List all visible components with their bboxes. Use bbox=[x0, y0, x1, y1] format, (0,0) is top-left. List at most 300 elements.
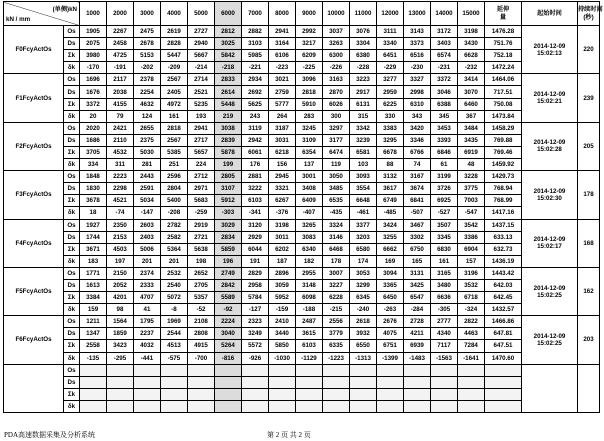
value-cell: 3342 bbox=[350, 122, 377, 134]
value-cell: 2782 bbox=[161, 219, 188, 231]
value-cell: 2919 bbox=[188, 219, 215, 231]
value-cell: 5842 bbox=[215, 50, 242, 62]
row-label-cell: δk bbox=[64, 110, 80, 122]
table-row bbox=[4, 26, 600, 38]
value-cell: 5859 bbox=[215, 243, 242, 255]
value-cell bbox=[296, 388, 323, 400]
row-label-cell: δk bbox=[64, 207, 80, 219]
hold-time-cell: 220 bbox=[578, 26, 600, 74]
value-cell: 3346 bbox=[404, 134, 431, 146]
value-cell: 2881 bbox=[242, 171, 269, 183]
value-cell: 2333 bbox=[134, 279, 161, 291]
row-label-cell: Ds bbox=[64, 183, 80, 195]
value-cell: 6750 bbox=[404, 243, 431, 255]
value-cell bbox=[215, 364, 242, 376]
value-cell: 2458 bbox=[107, 38, 134, 50]
value-cell: 6468 bbox=[323, 243, 350, 255]
value-cell: 1676 bbox=[80, 86, 107, 98]
value-cell: 6574 bbox=[431, 50, 458, 62]
load-header-cell: 12000 bbox=[377, 2, 404, 26]
value-cell: 3228 bbox=[458, 171, 485, 183]
value-cell bbox=[107, 376, 134, 388]
row-label-cell: Os bbox=[64, 74, 80, 86]
value-cell bbox=[458, 388, 485, 400]
start-clock-time: 15:02:25 bbox=[537, 339, 562, 347]
table-row bbox=[4, 279, 600, 291]
value-cell: 1696 bbox=[80, 74, 107, 86]
value-cell: 2804 bbox=[161, 183, 188, 195]
value-cell: 3302 bbox=[404, 231, 431, 243]
value-cell: 1686 bbox=[80, 134, 107, 146]
row-label-cell: Os bbox=[64, 26, 80, 38]
value-cell: 3345 bbox=[431, 231, 458, 243]
value-cell: 6718 bbox=[458, 292, 485, 304]
value-cell bbox=[296, 376, 323, 388]
start-time-cell bbox=[522, 171, 578, 219]
value-cell: 2153 bbox=[107, 231, 134, 243]
value-cell: -263 bbox=[377, 304, 404, 316]
value-cell: 6451 bbox=[377, 50, 404, 62]
value-cell: 4503 bbox=[107, 243, 134, 255]
extension-cell: 1458.29 bbox=[485, 122, 522, 134]
hold-time-cell: 239 bbox=[578, 74, 600, 122]
value-cell: 3617 bbox=[377, 183, 404, 195]
value-cell: 4513 bbox=[161, 340, 188, 352]
value-cell: 2870 bbox=[323, 86, 350, 98]
value-cell bbox=[431, 376, 458, 388]
value-cell: 3372 bbox=[80, 98, 107, 110]
value-cell: 201 bbox=[134, 255, 161, 267]
value-cell: 281 bbox=[134, 159, 161, 171]
value-cell: 6388 bbox=[431, 98, 458, 110]
value-cell: 6636 bbox=[431, 292, 458, 304]
group-name-cell bbox=[4, 364, 64, 412]
value-cell: 6516 bbox=[404, 50, 431, 62]
value-cell: 2403 bbox=[134, 231, 161, 243]
value-cell: -700 bbox=[188, 352, 215, 364]
value-cell: 119 bbox=[323, 159, 350, 171]
value-cell: 1211 bbox=[80, 316, 107, 328]
value-cell: 4521 bbox=[107, 195, 134, 207]
value-cell: -305 bbox=[431, 304, 458, 316]
value-cell: -1483 bbox=[404, 352, 431, 364]
value-cell: 2777 bbox=[431, 316, 458, 328]
table-row bbox=[4, 219, 600, 231]
value-cell: 2375 bbox=[134, 134, 161, 146]
value-cell: 6380 bbox=[350, 50, 377, 62]
value-cell: 6662 bbox=[377, 243, 404, 255]
value-cell: -485 bbox=[377, 207, 404, 219]
value-cell: 6026 bbox=[323, 98, 350, 110]
value-cell: 157 bbox=[458, 255, 485, 267]
value-cell: 6409 bbox=[296, 195, 323, 207]
value-cell: 3726 bbox=[431, 183, 458, 195]
value-cell: 345 bbox=[431, 110, 458, 122]
value-cell: 196 bbox=[215, 255, 242, 267]
value-cell: 2075 bbox=[80, 38, 107, 50]
value-cell: 6919 bbox=[458, 146, 485, 158]
load-header-cell: 6000 bbox=[215, 2, 242, 26]
table-row bbox=[4, 207, 600, 219]
value-cell: 4707 bbox=[134, 292, 161, 304]
value-cell: 124 bbox=[134, 110, 161, 122]
value-cell: 5447 bbox=[161, 50, 188, 62]
value-cell: -575 bbox=[161, 352, 188, 364]
extension-cell: 769.88 bbox=[485, 134, 522, 146]
value-cell: 3217 bbox=[296, 38, 323, 50]
value-cell: 2934 bbox=[242, 74, 269, 86]
extension-cell: 1470.60 bbox=[485, 352, 522, 364]
value-cell: 2945 bbox=[269, 171, 296, 183]
value-cell bbox=[431, 364, 458, 376]
value-cell: -376 bbox=[269, 207, 296, 219]
row-label-cell: δk bbox=[64, 255, 80, 267]
extension-cell: 647.51 bbox=[485, 340, 522, 352]
value-cell: 191 bbox=[242, 255, 269, 267]
value-cell: 3249 bbox=[242, 328, 269, 340]
value-cell: -228 bbox=[350, 62, 377, 74]
value-cell: 2405 bbox=[161, 86, 188, 98]
row-label-cell: δk bbox=[64, 62, 80, 74]
start-date: 2014-12-09 bbox=[533, 332, 566, 340]
value-cell: 137 bbox=[296, 159, 323, 171]
start-date: 2014-12-09 bbox=[533, 91, 566, 99]
value-cell: 6267 bbox=[269, 195, 296, 207]
value-cell: 3384 bbox=[80, 292, 107, 304]
value-cell: -230 bbox=[404, 62, 431, 74]
value-cell: 3050 bbox=[323, 171, 350, 183]
start-clock-time: 15:02:21 bbox=[537, 98, 562, 106]
value-cell: 2475 bbox=[134, 26, 161, 38]
value-cell: -223 bbox=[269, 62, 296, 74]
load-data-table bbox=[3, 1, 603, 413]
value-cell: 6581 bbox=[350, 146, 377, 158]
value-cell: 2618 bbox=[350, 316, 377, 328]
value-cell bbox=[188, 376, 215, 388]
row-label-cell: Ds bbox=[64, 231, 80, 243]
value-cell: 2655 bbox=[134, 122, 161, 134]
value-cell bbox=[458, 376, 485, 388]
value-cell: 199 bbox=[215, 159, 242, 171]
value-cell: 3198 bbox=[458, 26, 485, 38]
value-cell: 2254 bbox=[134, 86, 161, 98]
table-row bbox=[4, 171, 600, 183]
value-cell: -232 bbox=[458, 62, 485, 74]
table-row bbox=[4, 98, 600, 110]
value-cell: 2267 bbox=[107, 26, 134, 38]
value-cell: 3021 bbox=[269, 74, 296, 86]
value-cell bbox=[161, 400, 188, 412]
load-header-cell: 2000 bbox=[107, 2, 134, 26]
value-cell bbox=[134, 388, 161, 400]
value-cell: 3265 bbox=[296, 219, 323, 231]
load-header-cell: 13000 bbox=[404, 2, 431, 26]
value-cell: 6209 bbox=[296, 50, 323, 62]
value-cell: 2614 bbox=[215, 86, 242, 98]
value-cell: 3239 bbox=[350, 134, 377, 146]
value-cell: 2942 bbox=[242, 134, 269, 146]
value-cell: 3297 bbox=[323, 122, 350, 134]
value-cell: 187 bbox=[269, 255, 296, 267]
value-cell bbox=[134, 364, 161, 376]
extension-cell: 1473.84 bbox=[485, 110, 522, 122]
value-cell: 2108 bbox=[188, 316, 215, 328]
value-cell: 6202 bbox=[269, 243, 296, 255]
row-label-cell: δk bbox=[64, 352, 80, 364]
value-cell bbox=[350, 400, 377, 412]
value-cell: 3177 bbox=[323, 134, 350, 146]
value-cell: -221 bbox=[242, 62, 269, 74]
value-cell: 61 bbox=[431, 159, 458, 171]
extension-cell: 769.46 bbox=[485, 146, 522, 158]
value-cell: 2443 bbox=[134, 171, 161, 183]
value-cell bbox=[188, 388, 215, 400]
value-cell: 2829 bbox=[242, 267, 269, 279]
value-cell: 2805 bbox=[215, 171, 242, 183]
value-cell: 2556 bbox=[323, 316, 350, 328]
value-cell: 2940 bbox=[188, 38, 215, 50]
hold-time-header: 持续时间 (秒) bbox=[578, 2, 600, 26]
value-cell: 6300 bbox=[323, 50, 350, 62]
value-cell: -240 bbox=[350, 304, 377, 316]
load-header-cell: 7000 bbox=[242, 2, 269, 26]
table-row bbox=[4, 38, 600, 50]
value-cell: 6354 bbox=[296, 146, 323, 158]
value-cell: 3453 bbox=[431, 122, 458, 134]
value-cell: 6345 bbox=[350, 292, 377, 304]
value-cell bbox=[269, 400, 296, 412]
value-cell bbox=[188, 364, 215, 376]
value-cell: 1830 bbox=[80, 183, 107, 195]
value-cell bbox=[296, 364, 323, 376]
value-cell bbox=[323, 388, 350, 400]
value-cell: 3775 bbox=[458, 183, 485, 195]
value-cell: 3223 bbox=[350, 74, 377, 86]
group-name-cell: F6FcyActOs bbox=[4, 316, 64, 364]
value-cell: 79 bbox=[107, 110, 134, 122]
value-cell: 3245 bbox=[296, 122, 323, 134]
value-cell bbox=[269, 376, 296, 388]
value-cell: 3372 bbox=[431, 74, 458, 86]
value-cell: -1030 bbox=[269, 352, 296, 364]
value-cell: 6535 bbox=[323, 195, 350, 207]
start-time-cell bbox=[522, 364, 578, 412]
value-cell: 3165 bbox=[431, 267, 458, 279]
value-cell: 2896 bbox=[269, 267, 296, 279]
row-label-cell: Ds bbox=[64, 38, 80, 50]
start-clock-time: 15:02:17 bbox=[537, 243, 562, 251]
value-cell: 2712 bbox=[188, 171, 215, 183]
value-cell: 5572 bbox=[242, 340, 269, 352]
value-cell: -295 bbox=[107, 352, 134, 364]
value-cell: 2929 bbox=[242, 231, 269, 243]
extension-cell bbox=[485, 400, 522, 412]
value-cell: 5912 bbox=[215, 195, 242, 207]
extension-cell: 752.18 bbox=[485, 50, 522, 62]
value-cell bbox=[80, 388, 107, 400]
value-cell: 3542 bbox=[458, 219, 485, 231]
value-cell bbox=[107, 364, 134, 376]
value-cell: 201 bbox=[161, 255, 188, 267]
value-cell: 2374 bbox=[134, 267, 161, 279]
value-cell: 3011 bbox=[269, 231, 296, 243]
value-cell: 7117 bbox=[431, 340, 458, 352]
value-cell: 3059 bbox=[269, 279, 296, 291]
value-cell bbox=[269, 388, 296, 400]
start-date: 2014-12-09 bbox=[533, 284, 566, 292]
value-cell: -1399 bbox=[377, 352, 404, 364]
value-cell: 3980 bbox=[80, 50, 107, 62]
value-cell: 2678 bbox=[134, 38, 161, 50]
value-cell: 3076 bbox=[350, 26, 377, 38]
value-cell: 4155 bbox=[107, 98, 134, 110]
value-cell: 5264 bbox=[215, 340, 242, 352]
value-cell: 3132 bbox=[377, 171, 404, 183]
table-row bbox=[4, 255, 600, 267]
value-cell: 1969 bbox=[161, 316, 188, 328]
value-cell: 5638 bbox=[188, 243, 215, 255]
value-cell bbox=[242, 364, 269, 376]
value-cell: 3779 bbox=[323, 328, 350, 340]
value-cell: 3053 bbox=[350, 267, 377, 279]
row-label-cell: Os bbox=[64, 122, 80, 134]
value-cell: 3480 bbox=[431, 279, 458, 291]
start-clock-time: 15:02:25 bbox=[537, 291, 562, 299]
value-cell: 2378 bbox=[134, 74, 161, 86]
table-row bbox=[4, 388, 600, 400]
value-cell: 2839 bbox=[215, 134, 242, 146]
table-row bbox=[4, 50, 600, 62]
value-cell: 1564 bbox=[107, 316, 134, 328]
value-cell bbox=[377, 376, 404, 388]
table-row bbox=[4, 376, 600, 388]
value-cell: 2224 bbox=[215, 316, 242, 328]
value-cell: 3119 bbox=[242, 122, 269, 134]
value-cell: 3109 bbox=[296, 134, 323, 146]
value-cell: 3425 bbox=[404, 279, 431, 291]
value-cell: 2544 bbox=[161, 328, 188, 340]
value-cell: 3678 bbox=[80, 195, 107, 207]
value-cell bbox=[269, 364, 296, 376]
value-cell: 198 bbox=[188, 255, 215, 267]
value-cell: 3096 bbox=[296, 74, 323, 86]
table-row bbox=[4, 328, 600, 340]
value-cell: 3187 bbox=[269, 122, 296, 134]
value-cell: 5625 bbox=[242, 98, 269, 110]
value-cell: 5850 bbox=[269, 340, 296, 352]
value-cell: 6550 bbox=[350, 340, 377, 352]
extension-cell: 1436.19 bbox=[485, 255, 522, 267]
value-cell: 2350 bbox=[107, 219, 134, 231]
value-cell: 3083 bbox=[296, 231, 323, 243]
value-cell: 2818 bbox=[161, 122, 188, 134]
extension-cell bbox=[485, 388, 522, 400]
corner-top-label: (单侧)kN bbox=[52, 6, 77, 13]
value-cell: 6580 bbox=[350, 243, 377, 255]
value-cell bbox=[134, 400, 161, 412]
value-cell: 2421 bbox=[107, 122, 134, 134]
value-cell: 178 bbox=[323, 255, 350, 267]
extension-cell: 1466.86 bbox=[485, 316, 522, 328]
table-row bbox=[4, 231, 600, 243]
value-cell: 5153 bbox=[134, 50, 161, 62]
value-cell: 5589 bbox=[215, 292, 242, 304]
value-cell bbox=[215, 400, 242, 412]
footer-page-number: 第 2 页 共 2 页 bbox=[267, 431, 311, 439]
row-label-cell: Σk bbox=[64, 146, 80, 158]
value-cell bbox=[215, 388, 242, 400]
value-cell: 2603 bbox=[134, 219, 161, 231]
value-cell: 3440 bbox=[269, 328, 296, 340]
value-cell: 3393 bbox=[431, 134, 458, 146]
value-cell: 3046 bbox=[431, 86, 458, 98]
extension-cell: 633.13 bbox=[485, 231, 522, 243]
table-row bbox=[4, 183, 600, 195]
value-cell: 2998 bbox=[404, 86, 431, 98]
start-time-cell bbox=[522, 26, 578, 74]
value-cell: 174 bbox=[350, 255, 377, 267]
value-cell: 169 bbox=[377, 255, 404, 267]
value-cell: 5667 bbox=[188, 50, 215, 62]
hold-time-cell: 203 bbox=[578, 316, 600, 364]
value-cell: -225 bbox=[296, 62, 323, 74]
value-cell: 3424 bbox=[377, 219, 404, 231]
value-cell: 367 bbox=[458, 110, 485, 122]
value-cell: 3403 bbox=[431, 38, 458, 50]
value-cell: 3107 bbox=[215, 183, 242, 195]
value-cell: 2917 bbox=[350, 86, 377, 98]
value-cell: 2652 bbox=[188, 267, 215, 279]
value-cell: 5657 bbox=[188, 146, 215, 158]
value-cell: 165 bbox=[404, 255, 431, 267]
value-cell: 2532 bbox=[161, 267, 188, 279]
extension-cell: 642.03 bbox=[485, 279, 522, 291]
value-cell: 2038 bbox=[107, 86, 134, 98]
value-cell: 3167 bbox=[404, 171, 431, 183]
value-cell: 5784 bbox=[242, 292, 269, 304]
value-cell: 6460 bbox=[458, 98, 485, 110]
extension-cell: 642.45 bbox=[485, 292, 522, 304]
value-cell: 6061 bbox=[242, 146, 269, 158]
value-cell: 1927 bbox=[80, 219, 107, 231]
value-cell bbox=[188, 400, 215, 412]
value-cell: 2818 bbox=[296, 86, 323, 98]
table-row bbox=[4, 159, 600, 171]
value-cell: 4915 bbox=[188, 340, 215, 352]
value-cell: 2692 bbox=[242, 86, 269, 98]
value-cell: -341 bbox=[242, 207, 269, 219]
value-cell: 3111 bbox=[377, 26, 404, 38]
value-cell: 334 bbox=[80, 159, 107, 171]
table-row bbox=[4, 86, 600, 98]
value-cell bbox=[80, 376, 107, 388]
header-row bbox=[4, 2, 600, 26]
value-cell: 2759 bbox=[269, 86, 296, 98]
value-cell: 2110 bbox=[107, 134, 134, 146]
value-cell: 6547 bbox=[404, 292, 431, 304]
group-name-cell: F4FcyActOs bbox=[4, 219, 64, 267]
value-cell: 3070 bbox=[458, 86, 485, 98]
value-cell: 315 bbox=[350, 110, 377, 122]
value-cell: 2958 bbox=[242, 279, 269, 291]
page-footer bbox=[4, 430, 600, 440]
value-cell: 2676 bbox=[377, 316, 404, 328]
value-cell bbox=[134, 376, 161, 388]
row-label-cell: Σk bbox=[64, 292, 80, 304]
value-cell: -188 bbox=[296, 304, 323, 316]
value-cell: 1848 bbox=[80, 171, 107, 183]
value-cell: 2992 bbox=[296, 26, 323, 38]
